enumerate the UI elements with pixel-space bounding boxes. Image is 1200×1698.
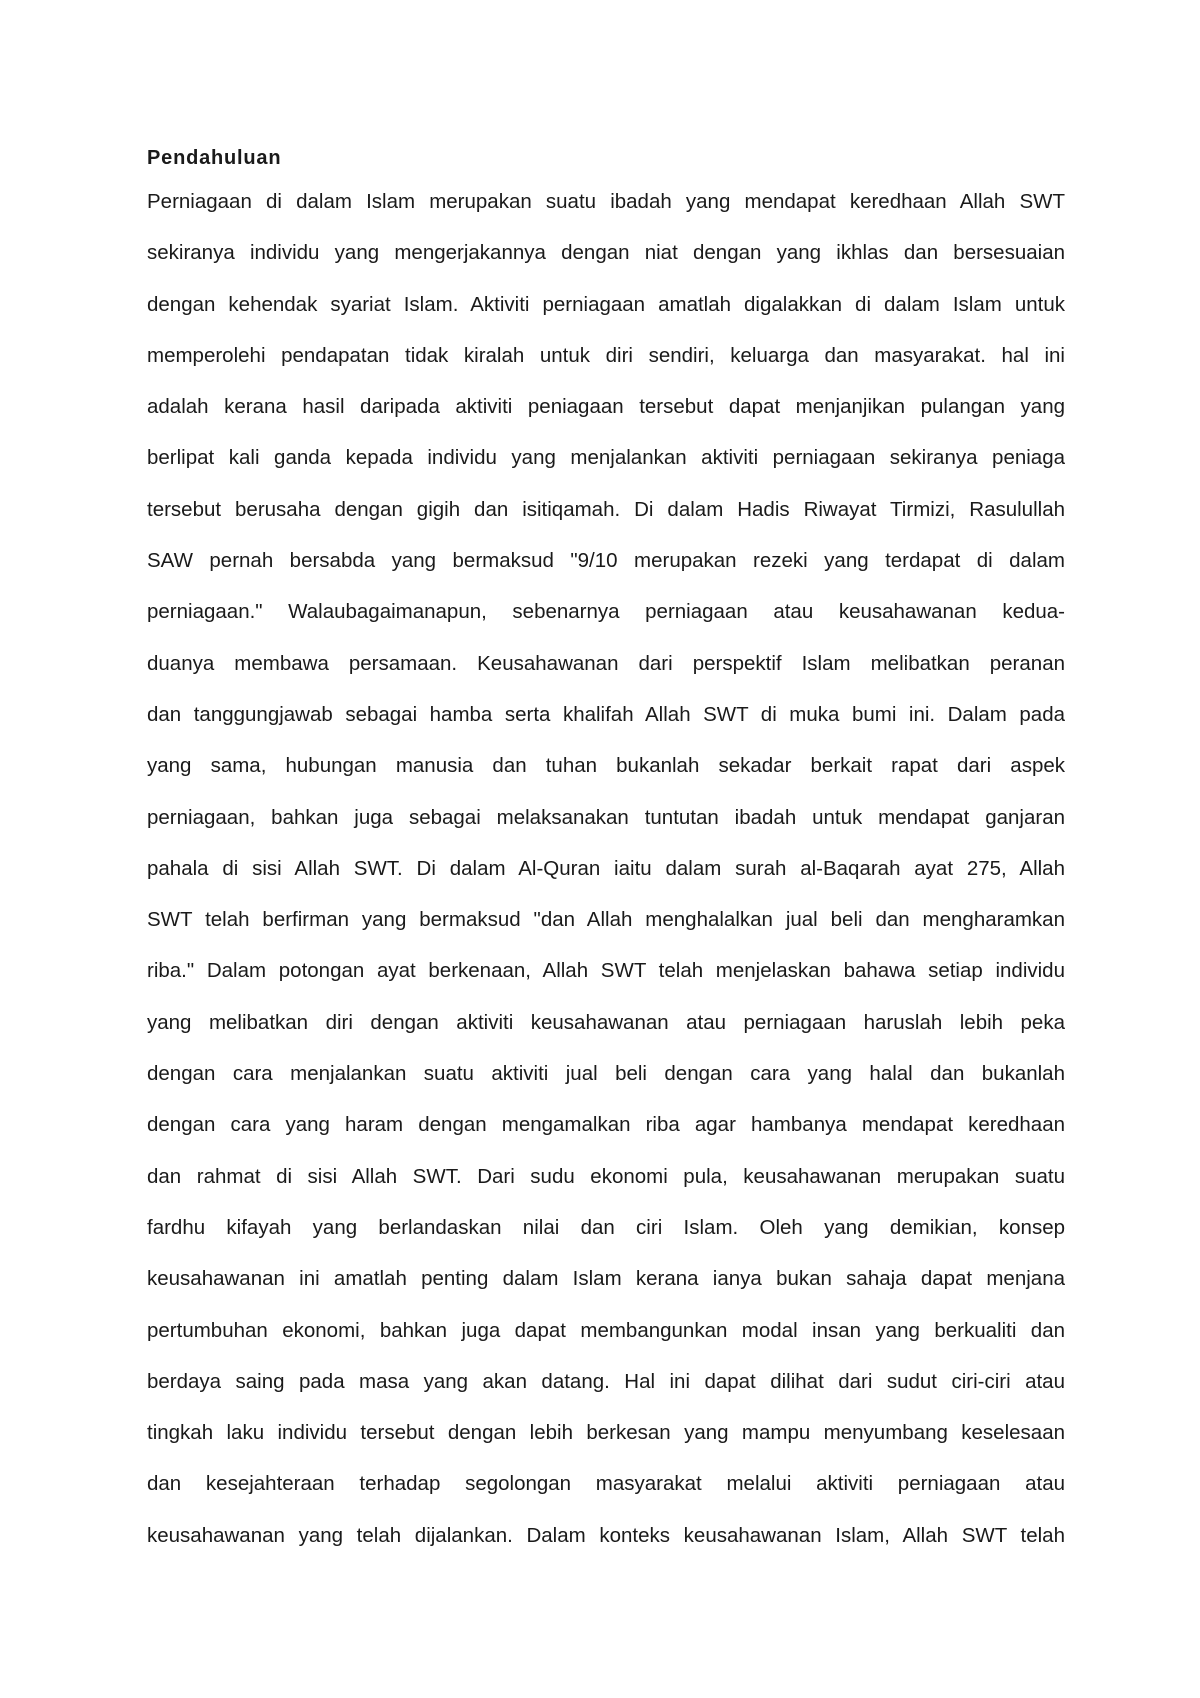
paragraph-line: dan tanggungjawab sebagai hamba serta khalifah Allah SWT di muka bumi ini. Dalam pada xyxy=(147,702,1065,726)
paragraph-line: berdaya saing pada masa yang akan datang. Hal ini dapat dilihat dari sudut ciri-ciri atau xyxy=(147,1369,1065,1393)
paragraph-line: SWT telah berfirman yang bermaksud "dan Allah menghalalkan jual beli dan mengharamkan xyxy=(147,908,1065,932)
paragraph-line: dengan cara yang haram dengan mengamalkan riba agar hambanya mendapat keredhaan xyxy=(147,1113,1065,1137)
paragraph-line: Perniagaan di dalam Islam merupakan suatu ibadah yang mendapat keredhaan Allah SWT xyxy=(147,190,1065,213)
paragraph-line: riba." Dalam potongan ayat berkenaan, Allah SWT telah menjelaskan bahawa setiap individu xyxy=(147,959,1065,983)
paragraph-line: adalah kerana hasil daripada aktiviti peniagaan tersebut dapat menjanjikan pulangan yang xyxy=(147,395,1065,419)
paragraph-line: SAW pernah bersabda yang bermaksud "9/10 merupakan rezeki yang terdapat di dalam xyxy=(147,549,1065,573)
paragraph-line: perniagaan, bahkan juga sebagai melaksanakan tuntutan ibadah untuk mendapat ganjaran xyxy=(147,805,1065,829)
body-paragraph xyxy=(147,186,1065,1571)
paragraph-line: dan kesejahteraan terhadap segolongan masyarakat melalui aktiviti perniagaan atau xyxy=(147,1472,1065,1496)
paragraph-line: dan rahmat di sisi Allah SWT. Dari sudu ekonomi pula, keusahawanan merupakan suatu xyxy=(147,1164,1065,1188)
paragraph-line: dengan kehendak syariat Islam. Aktiviti perniagaan amatlah digalakkan di dalam Islam untuk xyxy=(147,292,1065,316)
section-heading: Pendahuluan xyxy=(147,147,282,169)
paragraph-line: memperolehi pendapatan tidak kiralah untuk diri sendiri, keluarga dan masyarakat. hal ini xyxy=(147,343,1065,367)
paragraph-line: berlipat kali ganda kepada individu yang menjalankan aktiviti perniagaan sekiranya peniaga xyxy=(147,446,1065,470)
paragraph-line: keusahawanan ini amatlah penting dalam Islam kerana ianya bukan sahaja dapat menjana xyxy=(147,1267,1065,1291)
paragraph-line: pertumbuhan ekonomi, bahkan juga dapat membangunkan modal insan yang berkualiti dan xyxy=(147,1318,1065,1342)
paragraph-line: yang sama, hubungan manusia dan tuhan bukanlah sekadar berkait rapat dari aspek xyxy=(147,754,1065,778)
paragraph-line: duanya membawa persamaan. Keusahawanan dari perspektif Islam melibatkan peranan xyxy=(147,651,1065,675)
paragraph-line: perniagaan." Walaubagaimanapun, sebenarnya perniagaan atau keusahawanan kedua- xyxy=(147,600,1065,624)
paragraph-line: dengan cara menjalankan suatu aktiviti jual beli dengan cara yang halal dan bukanlah xyxy=(147,1062,1065,1086)
paragraph-line: yang melibatkan diri dengan aktiviti keusahawanan atau perniagaan haruslah lebih peka xyxy=(147,1010,1065,1034)
paragraph-line: sekiranya individu yang mengerjakannya dengan niat dengan yang ikhlas dan bersesuaian xyxy=(147,241,1065,265)
paragraph-line: fardhu kifayah yang berlandaskan nilai dan ciri Islam. Oleh yang demikian, konsep xyxy=(147,1215,1065,1239)
paragraph-line: tingkah laku individu tersebut dengan lebih berkesan yang mampu menyumbang keselesaan xyxy=(147,1421,1065,1445)
paragraph-line: pahala di sisi Allah SWT. Di dalam Al-Quran iaitu dalam surah al-Baqarah ayat 275, Allah xyxy=(147,856,1065,880)
paragraph-line: tersebut berusaha dengan gigih dan isitiqamah. Di dalam Hadis Riwayat Tirmizi, Rasulullah xyxy=(147,497,1065,521)
paragraph-line: keusahawanan yang telah dijalankan. Dalam konteks keusahawanan Islam, Allah SWT telah xyxy=(147,1523,1065,1547)
